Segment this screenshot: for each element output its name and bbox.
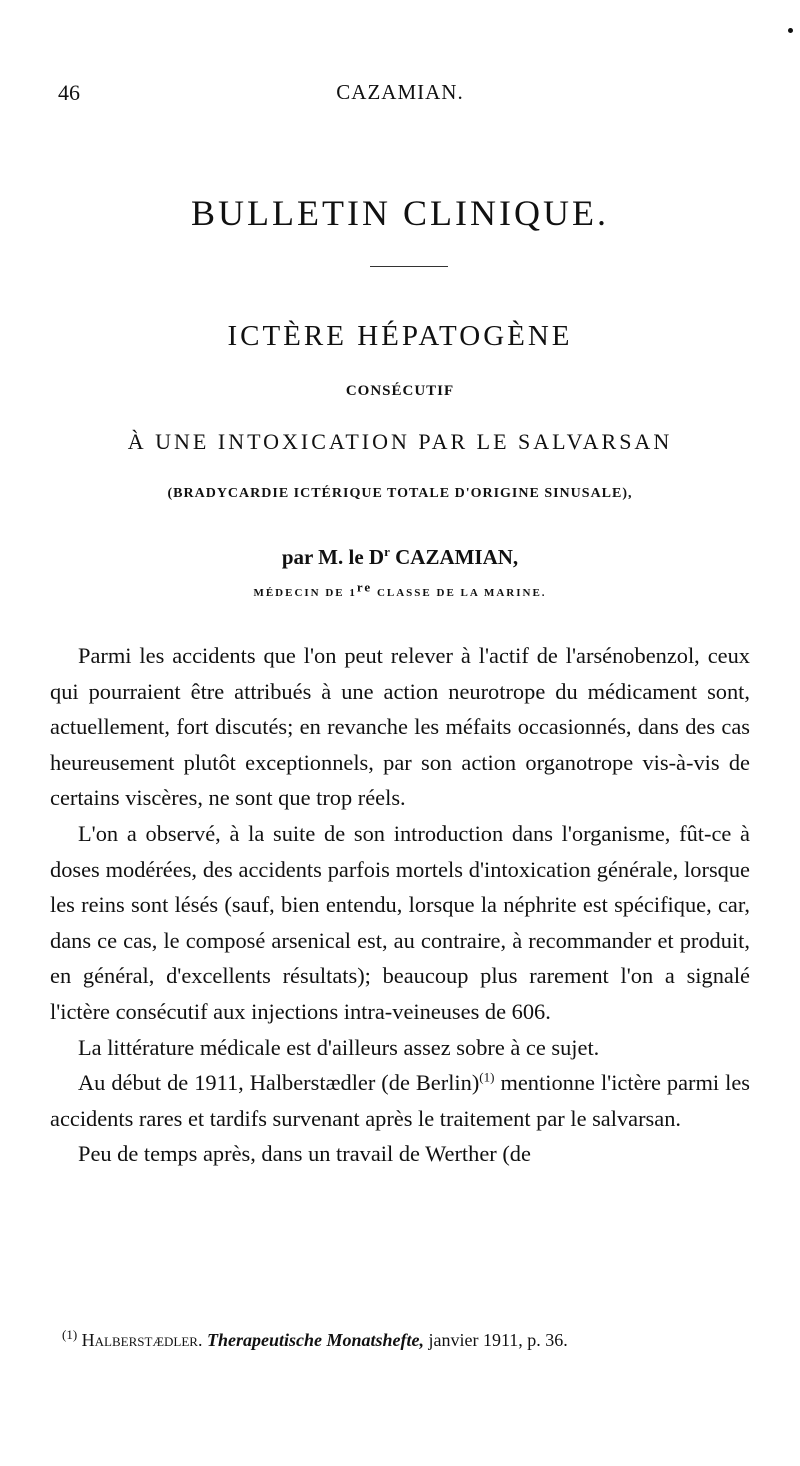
affiliation-rest: CLASSE DE LA MARINE. bbox=[372, 587, 547, 599]
footnote-journal: Therapeutische Monatshefte, bbox=[206, 1330, 424, 1350]
article-subtitle-salvarsan: À UNE INTOXICATION PAR LE SALVARSAN bbox=[127, 429, 673, 454]
footnote-citation: janvier 1911, p. 36. bbox=[423, 1330, 568, 1350]
affiliation-prefix: MÉDECIN DE 1 bbox=[253, 587, 357, 599]
article-title: ICTÈRE HÉPATOGÈNE bbox=[227, 320, 573, 352]
paragraph-4-start: Au début de 1911, Halberstædler (de Berlin) bbox=[78, 1070, 480, 1096]
author-affiliation bbox=[0, 579, 800, 599]
paragraph-1: Parmi les accidents que l'on peut relever à l'actif de l'arsénobenzol, ceux qui pourraient être attribués à une action neurotrope du médicament sont, actuellement, fort discutés; en revanche les méfaits occasionnés, dans des cas heureusement plutôt exceptionnels, par son action organotrope vis-à-vis de certains viscères, ne sont que trop réels. bbox=[50, 643, 750, 811]
byline-superscript: r bbox=[384, 544, 390, 559]
byline-name: CAZAMIAN, bbox=[389, 545, 519, 569]
author-byline bbox=[0, 545, 800, 570]
article-subtitle-bradycardie: (BRADYCARDIE ICTÉRIQUE TOTALE D'ORIGINE SINUSALE), bbox=[167, 486, 633, 501]
article-body bbox=[50, 638, 750, 1172]
article-subtitle-consecutif: CONSÉCUTIF bbox=[345, 383, 455, 399]
running-head: CAZAMIAN. bbox=[336, 80, 464, 104]
affiliation-superscript: re bbox=[356, 579, 373, 595]
footnote-reference[interactable]: (1) bbox=[479, 1069, 495, 1085]
footnote bbox=[62, 1327, 752, 1351]
footnote-marker: (1) bbox=[62, 1327, 78, 1342]
paragraph-2: L'on a observé, à la suite de son introduction dans l'organisme, fût-ce à doses modérées, des accidents parfois mortels d'intoxication générale, lorsque les reins sont lésés (sauf, bien entendu, lorsque la néphrite est spécifique, car, dans ce cas, le composé arsenical est, au contraire, à recommander et produit, en général, d'excellents résultats); beaucoup plus rarement l'on a signalé l'ictère consécutif aux injections intra-veineuses de 606. bbox=[50, 820, 750, 1024]
ink-speck bbox=[788, 28, 793, 33]
paragraph-4 bbox=[50, 1065, 750, 1136]
paragraph-5: Peu de temps après, dans un travail de Werther (de bbox=[78, 1141, 531, 1167]
section-title: BULLETIN CLINIQUE. bbox=[191, 193, 609, 233]
footnote-author: Halberstædler. bbox=[81, 1330, 203, 1350]
paragraph-3: La littérature médicale est d'ailleurs assez sobre à ce sujet. bbox=[78, 1034, 600, 1060]
byline-prefix: par M. le D bbox=[281, 545, 385, 569]
title-divider bbox=[370, 266, 448, 267]
page-number: 46 bbox=[58, 80, 80, 105]
paragraph-4-end: mentionne l'ictère parmi les accidents rares et tardifs survenant après le traitement par le salvarsan. bbox=[50, 1070, 750, 1131]
